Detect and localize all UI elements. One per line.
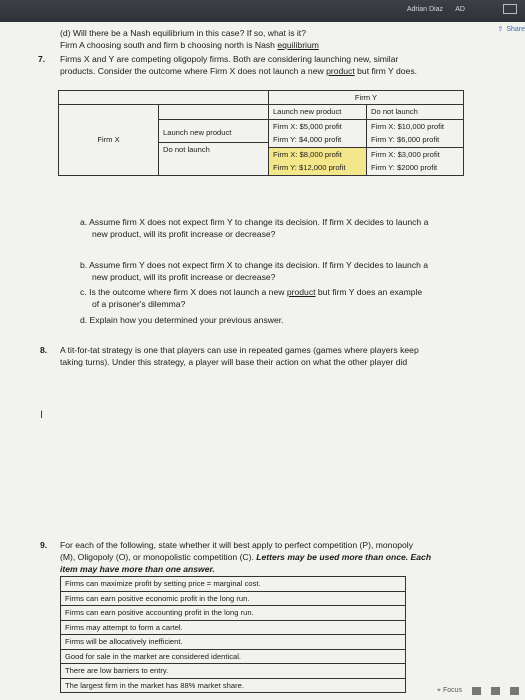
- q7-number: 7.: [38, 54, 46, 64]
- q7b-line1: b. Assume firm Y does not expect firm X to change its decision. If firm Y decides to launch a: [80, 260, 429, 270]
- payoff-matrix: [58, 90, 464, 176]
- matrix-corner: [59, 91, 269, 105]
- share-button[interactable]: [497, 24, 525, 35]
- q7c-link: product: [286, 287, 316, 297]
- q7c-suffix: but firm Y does an example: [315, 287, 423, 297]
- col-not-cells: [367, 119, 464, 175]
- q8-line2: taking turns). Under this strategy, a player will base their action on what the other player did: [60, 357, 408, 367]
- row-header-launch: [159, 119, 269, 175]
- col-header-launch: Launch new product: [269, 105, 367, 120]
- cell-nn-x: Firm X: $3,000 profit: [371, 149, 440, 159]
- q6-answer-text: Firm A choosing south and firm b choosing north is Nash: [60, 40, 278, 50]
- cell-ln-x: Firm X: $10,000 profit: [371, 121, 445, 131]
- firm-x-header: Firm X: [59, 105, 159, 176]
- q9-line2: [60, 552, 431, 563]
- q7-line2-text: products. Consider the outcome where Firm X does not launch a new: [60, 66, 327, 76]
- col-header-not-launch: Do not launch: [367, 105, 464, 120]
- table-row[interactable]: Firms can earn positive accounting profit in the long run.: [61, 606, 406, 621]
- q7c-line2: of a prisoner's dilemma?: [92, 299, 186, 309]
- market-structure-table: [60, 576, 406, 693]
- cell-nn-y: Firm Y: $2000 profit: [371, 163, 438, 172]
- focus-icon: ⌖: [437, 687, 441, 694]
- user-initials-avatar[interactable]: AD: [455, 6, 465, 13]
- window-mode-icon[interactable]: [503, 4, 517, 14]
- q9-line3: item may have more than one answer.: [60, 564, 215, 574]
- share-icon: ⇪: [497, 26, 504, 33]
- q7b-line2: new product, will its profit increase or decrease?: [92, 272, 276, 282]
- q9-line2-italic: Letters may be used more than once. Each: [256, 552, 432, 562]
- cell-nl-y: Firm Y: $12,000 profit: [269, 161, 366, 175]
- firm-y-header: Firm Y: [269, 91, 464, 105]
- q7-line1: Firms X and Y are competing oligopoly firms. Both are considering launching new, similar: [60, 54, 399, 64]
- cell-ln-y: Firm Y: $6,000 profit: [367, 133, 463, 148]
- q9-number: 9.: [40, 540, 48, 550]
- web-layout-icon[interactable]: [510, 687, 519, 695]
- q9-line1: For each of the following, state whether it will best apply to perfect competition (P), monopoly: [60, 540, 413, 550]
- row-header-not-launch: Do not launch: [159, 142, 268, 155]
- q6-part-d: (d) Will there be a Nash equilibrium in this case? If so, what is it?: [60, 28, 306, 38]
- cell-nl-x: Firm X: $8,000 profit: [269, 148, 366, 162]
- q7c-text: c. Is the outcome where firm X does not launch a new: [80, 287, 287, 297]
- q7-line2-suffix: but firm Y does.: [354, 66, 418, 76]
- q8-line1: A tit-for-tat strategy is one that players can use in repeated games (games where players keep: [60, 345, 419, 355]
- table-row[interactable]: Firms may attempt to form a cartel.: [61, 620, 406, 635]
- q9-line2-text: (M), Oligopoly (O), or monopolistic competition (C).: [60, 552, 257, 562]
- q6-answer: [60, 40, 319, 51]
- q7-line2-link: product: [326, 66, 355, 76]
- q8-number: 8.: [40, 345, 48, 355]
- document-page[interactable]: [0, 22, 525, 700]
- q7a-line2: new product, will its profit increase or decrease?: [92, 229, 276, 239]
- cell-ll-y: Firm Y: $4,000 profit: [269, 133, 366, 148]
- table-row[interactable]: Firms can maximize profit by setting price = marginal cost.: [61, 577, 406, 592]
- table-row[interactable]: The largest firm in the market has 88% market share.: [61, 678, 406, 693]
- focus-button[interactable]: [437, 685, 462, 696]
- q7c-line1: [80, 287, 422, 298]
- col-launch-cells: [269, 119, 367, 175]
- share-label: Share: [506, 26, 525, 33]
- table-row[interactable]: Good for sale in the market are considered identical.: [61, 649, 406, 664]
- title-bar: [0, 0, 525, 22]
- text-cursor-icon: I: [40, 409, 44, 421]
- user-name[interactable]: Adrian Diaz: [406, 6, 443, 13]
- table-row[interactable]: There are low barriers to entry.: [61, 664, 406, 679]
- table-row[interactable]: Firms will be allocatively inefficient.: [61, 635, 406, 650]
- row-header-launch-label: Launch new product: [163, 128, 232, 137]
- q7-line2: [60, 66, 417, 77]
- q7a-line1: a. Assume firm X does not expect firm Y to change its decision. If firm X decides to launch a: [80, 217, 429, 227]
- q7d-line: d. Explain how you determined your previous answer.: [80, 315, 284, 325]
- print-layout-icon[interactable]: [491, 687, 500, 695]
- read-mode-icon[interactable]: [472, 687, 481, 695]
- cell-ll-x: Firm X: $5,000 profit: [273, 121, 342, 131]
- table-row[interactable]: Firms can earn positive economic profit in the long run.: [61, 591, 406, 606]
- focus-label: Focus: [442, 687, 462, 694]
- q6-answer-link: equilibrium: [277, 40, 319, 50]
- row-label-launch-empty: [159, 105, 269, 120]
- status-bar: [437, 685, 519, 696]
